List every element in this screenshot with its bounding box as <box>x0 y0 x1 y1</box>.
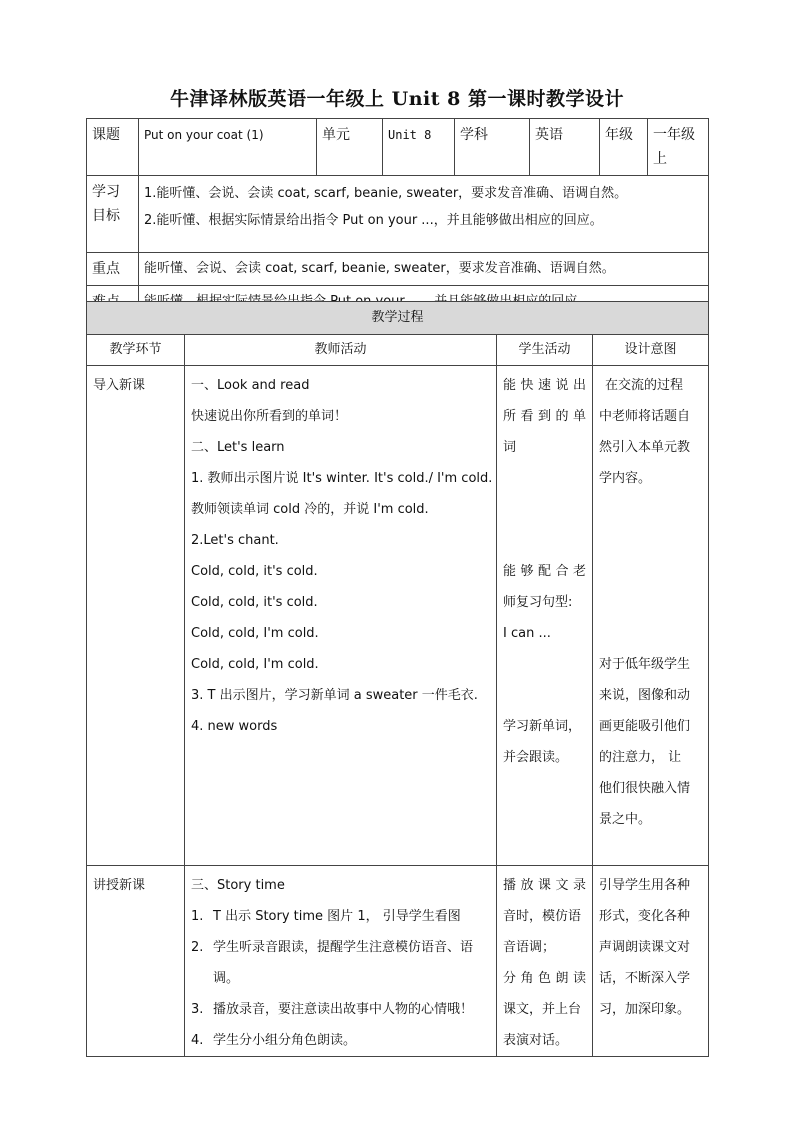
list-number: 1. <box>191 909 204 924</box>
unit-value: Unit 8 <box>383 119 455 176</box>
list-text: 学生听录音跟读，提醒学生注意模仿语音、语 <box>213 940 474 955</box>
student-line <box>503 463 586 494</box>
process-table <box>86 301 709 1057</box>
list-number: 3. <box>191 1002 204 1017</box>
subject-label: 学科 <box>455 119 530 176</box>
table-row <box>87 366 709 866</box>
intent-line <box>599 618 702 649</box>
student-line: I can ... <box>503 626 551 641</box>
teacher-line: Cold, cold, it's cold. <box>191 564 318 579</box>
list-number: 2. <box>191 940 204 955</box>
intent-line: 的注意力， 让 <box>599 750 682 765</box>
key-value: 能听懂、会说、会读 coat, scarf, beanie, sweater，要求发音准确、语调自然。 <box>139 253 709 286</box>
list-text: 学生分小组分角色朗读。 <box>213 1033 357 1048</box>
student-line: 学习新单词， <box>503 719 582 734</box>
intent-line: 话，不断深入学 <box>599 971 691 986</box>
intent-line: 他们很快融入情 <box>599 781 691 796</box>
student-line: 能快速说出 <box>503 378 586 393</box>
list-text: 播放录音，要注意读出故事中人物的心情哦！ <box>213 1002 474 1017</box>
intent-line: 来说，图像和动 <box>599 688 691 703</box>
header-teacher: 教师活动 <box>185 335 497 366</box>
student-line: 表演对话。 <box>503 1033 569 1048</box>
student-activity-cell <box>497 366 593 866</box>
teacher-list-item <box>191 994 490 1025</box>
student-line: 能够配合老 <box>503 564 586 579</box>
intent-line: 引导学生用各种 <box>599 878 691 893</box>
teacher-line: 4. new words <box>191 719 278 734</box>
student-line: 词 <box>503 440 517 455</box>
teacher-line: Cold, cold, I'm cold. <box>191 626 319 641</box>
intent-line: 然引入本单元教 <box>599 440 691 455</box>
intent-line: 中老师将话题自 <box>599 409 691 424</box>
student-line <box>503 494 586 525</box>
student-line: 分角色朗读 <box>503 971 586 986</box>
student-line <box>503 649 586 680</box>
student-line <box>503 680 586 711</box>
topic-label: 课题 <box>87 119 139 176</box>
teacher-activity-cell <box>185 366 497 866</box>
intent-line: 声调朗读课文对 <box>599 940 691 955</box>
intent-line <box>599 525 702 556</box>
goal-item: 2.能听懂、根据实际情景给出指令 Put on your ...，并且能够做出相应的回应。 <box>144 213 603 228</box>
intent-line: 学内容。 <box>599 471 652 486</box>
intent-line <box>599 556 702 587</box>
goals-label: 学习目标 <box>87 176 139 253</box>
intent-line: 习，加深印象。 <box>599 1002 691 1017</box>
teacher-activity-cell <box>185 866 497 1057</box>
student-activity-cell <box>497 866 593 1057</box>
teacher-line: 三、Story time <box>191 878 285 893</box>
process-banner: 教学过程 <box>87 302 709 335</box>
intent-line: 在交流的过程 <box>605 378 684 393</box>
teacher-line: 1. 教师出示图片说 It's winter. It's cold./ I'm cold. <box>191 471 493 486</box>
key-label: 重点 <box>87 253 139 286</box>
intent-line: 景之中。 <box>599 812 652 827</box>
topic-value: Put on your coat (1) <box>139 119 317 176</box>
teacher-line: Cold, cold, it's cold. <box>191 595 318 610</box>
teacher-list-item <box>191 901 490 932</box>
teacher-line: 二、Let's learn <box>191 440 285 455</box>
intent-line: 形式，变化各种 <box>599 909 691 924</box>
header-stage: 教学环节 <box>87 335 185 366</box>
student-line <box>503 525 586 556</box>
teacher-list-item <box>191 1025 490 1056</box>
list-number: 4. <box>191 1033 204 1048</box>
intent-line <box>599 494 702 525</box>
stage-cell: 讲授新课 <box>87 866 185 1057</box>
student-line: 音时，模仿语 <box>503 909 582 924</box>
unit-label: 单元 <box>317 119 383 176</box>
intent-line: 画更能吸引他们 <box>599 719 691 734</box>
goals-cell <box>139 176 709 253</box>
list-text-continued: 调。 <box>213 971 240 986</box>
student-line: 音语调； <box>503 940 556 955</box>
teacher-line: 3. T 出示图片，学习新单词 a sweater 一件毛衣. <box>191 688 478 703</box>
teacher-line: 教师领读单词 cold 冷的，并说 I'm cold. <box>191 502 429 517</box>
intent-line: 对于低年级学生 <box>599 657 691 672</box>
goal-item: 1.能听懂、会说、会读 coat, scarf, beanie, sweater，要求发音准确、语调自然。 <box>144 186 628 201</box>
design-intent-cell <box>593 366 709 866</box>
teacher-list-item <box>191 932 490 963</box>
header-intent: 设计意图 <box>593 335 709 366</box>
grade-label: 年级 <box>600 119 648 176</box>
intent-line <box>599 587 702 618</box>
student-line: 师复习句型: <box>503 595 573 610</box>
grade-value: 一年级上 <box>648 119 709 176</box>
student-line: 课文，并上台 <box>503 1002 582 1017</box>
student-line: 并会跟读。 <box>503 750 569 765</box>
teacher-line: 快速说出你所看到的单词！ <box>191 409 348 424</box>
student-line: 播放课文录 <box>503 878 586 893</box>
teacher-line: 2.Let's chant. <box>191 533 279 548</box>
lesson-info-table <box>86 118 709 319</box>
subject-value: 英语 <box>530 119 600 176</box>
table-row <box>87 866 709 1057</box>
teacher-line: 一、Look and read <box>191 378 310 393</box>
header-student: 学生活动 <box>497 335 593 366</box>
page-title: 牛津译林版英语一年级上 Unit 8 第一课时教学设计 <box>170 88 624 110</box>
stage-cell: 导入新课 <box>87 366 185 866</box>
student-line: 所看到的单 <box>503 409 586 424</box>
design-intent-cell <box>593 866 709 1057</box>
list-text: T 出示 Story time 图片 1， 引导学生看图 <box>213 909 461 924</box>
teacher-line: Cold, cold, I'm cold. <box>191 657 319 672</box>
